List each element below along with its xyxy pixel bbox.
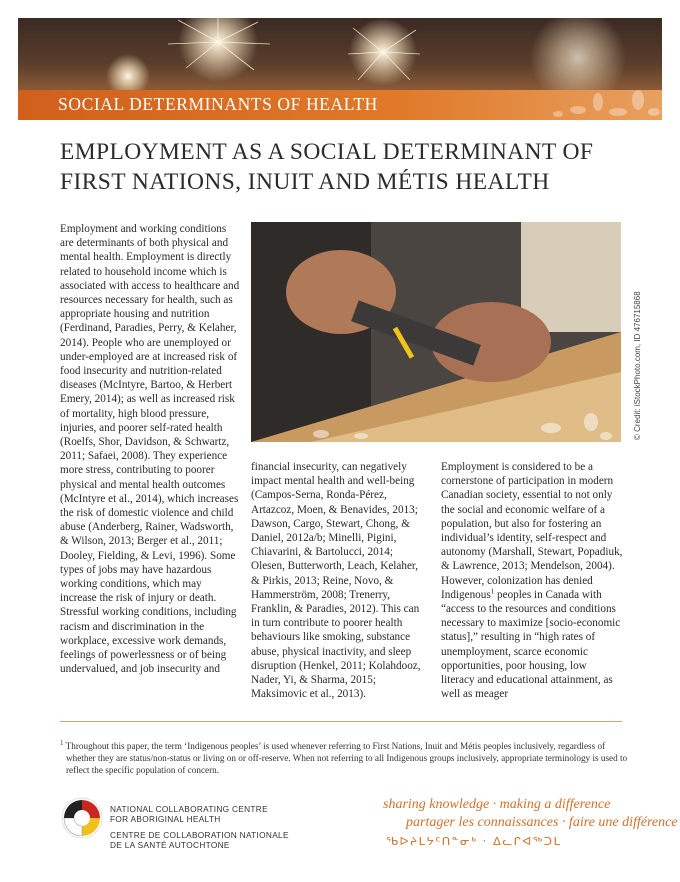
banner-title: SOCIAL DETERMINANTS OF HEALTH — [58, 94, 378, 114]
page-title-line-2: FIRST NATIONS, INUIT AND MÉTIS HEALTH — [60, 169, 550, 195]
body-column-1: Employment and working conditions are determinants of both physical and mental health. Employment is directly related to household income which is associated with access to healthcare and resources necessary for health, such as appropriate housing and nutrition (Ferdinand, Paradies, Perry, & Kelaher, 2014). People who are unemployed or under-employed are at increased risk of food insecurity and nutrition-related diseases (McIntyre, Bartoo, & Herbert Emery, 2014); as well as increased risk of mortality, high blood pressure, injuries, and poorer self-rated health (Roelfs, Shor, Davidson, & Schwartz, 2011; Safaei, 2008). They experience more stress, contributing to poorer physical and mental health outcomes (McIntyre et al., 2014), which increases the risk of domestic violence and child abuse (Anderberg, Rainer, Wadsworth, & Wilson, 2013; Berger et al., 2011; Dooley, Fielding, & Levi, 1996). Some types of jobs may have hazardous working conditions, which may increase the risk of injury or death. Stressful working conditions, including racism and discrimination in the workplace, excessive work demands, feelings of powerlessness or of being undervalued, and job insecurity and — [60, 223, 240, 676]
org-name-en-1: NATIONAL COLLABORATING CENTRE — [110, 804, 268, 814]
page-title — [60, 137, 640, 197]
footnote-divider — [60, 721, 622, 722]
tagline-english: sharing knowledge · making a difference — [383, 797, 611, 812]
org-name-fr-2: DE LA SANTÉ AUTOCHTONE — [110, 840, 230, 850]
tagline-french: partager les connaissances · faire une différence — [406, 815, 678, 830]
body-column-3-text-b: peoples in Canada with “access to the resources and conditions necessary to maximize [socio-economic status],” resulting in “high rates of unemployment, scarce economic opportunities, poor housing, low literacy and educational attainment, as well as meager — [441, 588, 621, 701]
flower-pattern-decoration — [18, 18, 662, 120]
organization-name — [110, 804, 289, 850]
footnote — [60, 740, 630, 776]
body-column-3-text-a: Employment is considered to be a cornerstone of participation in modern Canadian society, essential to not only the social and economic welfare of a population, but also for fostering an individual’s identity, self-respect and autonomy (Marshall, Stewart, Popadiuk, & Lawrence, 2013; Mendelson, 2004). However, colonization has denied Indigenous — [441, 461, 623, 601]
nccah-logo-icon — [60, 796, 104, 840]
carpenter-photo-illustration — [251, 222, 621, 442]
body-column-2: financial insecurity, can negatively impact mental health and well-being (Campos-Serna, Ronda-Pérez, Artazcoz, Moen, & Benavides, 2013; Dawson, Cargo, Stewart, Chong, & Daniel, 2012a/b; Minelli, Pigini, Chiavarini, & Bartolucci, 2014; Olesen, Butterworth, Leach, Kelaher, & Pirkis, 2013; Reine, Novo, & Hammerström, 2008; Trenerry, Franklin, & Paradies, 2012). This can in turn contribute to poorer health behaviours like smoking, substance abuse, physical inactivity, and sleep disruption (Henkel, 2011; Kolahdooz, Nader, Yi, & Sharma, 2015; Maksimovic et al., 2013). — [251, 461, 421, 701]
page-title-line-1: EMPLOYMENT AS A SOCIAL DETERMINANT OF — [60, 139, 594, 165]
body-column-3 — [441, 460, 623, 701]
org-name-fr-1: CENTRE DE COLLABORATION NATIONALE — [110, 830, 289, 840]
tagline-syllabics: ᖃᐅᔨᒪᔭᑦᑎᓐᓂᒃ · ᐃᓚᒋᐊᖅᑐᒪ — [386, 834, 562, 848]
footnote-marker: 1 — [60, 738, 64, 747]
photo-credit-text: © Credit: iStockPhoto.com, ID 476715868 — [633, 291, 642, 440]
footnote-text: Throughout this paper, the term ‘Indigenous peoples’ is used whenever referring to First Nations, Inuit and Métis peoples inclusively, regardless of whether they are status/non-status or living on or off-reserve. When not referring to all Indigenous groups inclusively, appropriate terminology is used to reflect the specific population of concern. — [63, 741, 628, 775]
carpenter-photo — [251, 222, 621, 442]
photo-credit — [633, 228, 647, 440]
footnote-reference: 1 — [490, 587, 495, 596]
org-name-en-2: FOR ABORIGINAL HEALTH — [110, 814, 221, 824]
header-banner — [18, 18, 662, 120]
